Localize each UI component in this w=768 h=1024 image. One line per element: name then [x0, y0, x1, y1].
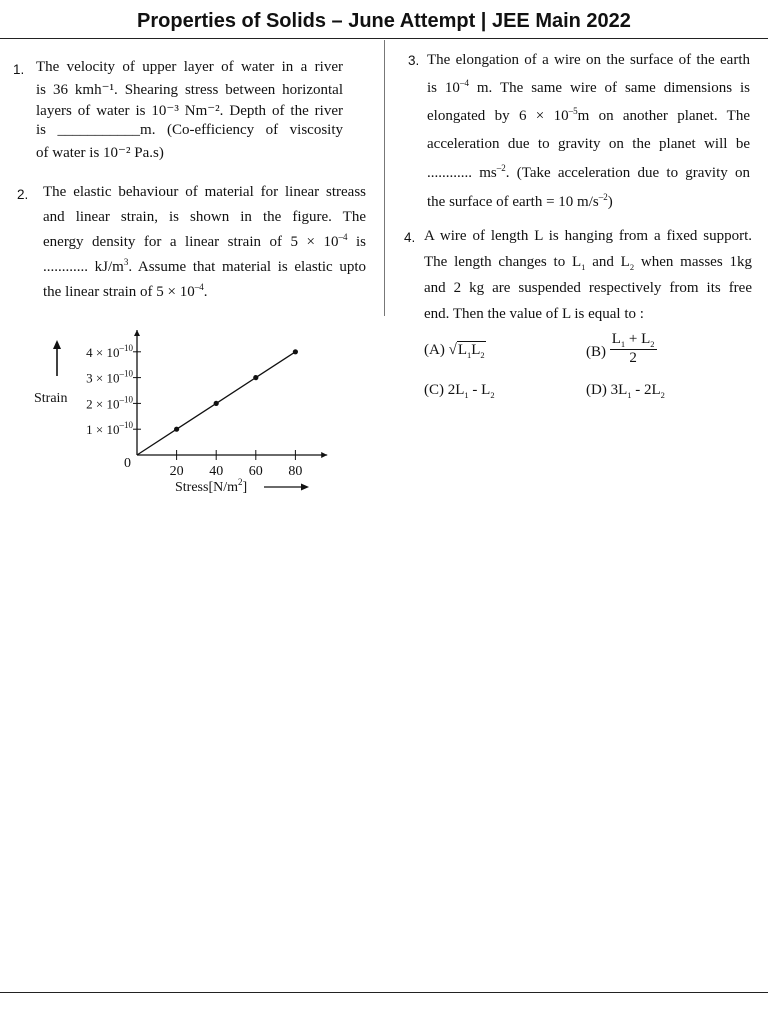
footer-divider [0, 992, 768, 993]
y-axis-label: Strain [34, 391, 68, 406]
question-text-line: end. Then the value of L is equal to : [424, 306, 644, 322]
question-text-line: is $10^{-4}$ m. The same wire of same dimensions is [427, 78, 750, 96]
option-a: (A) $√L_1L_2$ [424, 342, 485, 360]
question-text-line: is 36 kmh⁻¹. Shearing stress between horizontal [36, 82, 343, 98]
question-text-line: The elastic behaviour of material for linear streass [43, 184, 366, 200]
question-text-line: layers of water is 10⁻³ Nm⁻². Depth of the river [36, 103, 343, 119]
y-tick-label: $1 \times 10^{-10}$ [86, 420, 133, 438]
question-text-line: is ___________m. (Co-efficiency of viscosity [36, 122, 343, 138]
question-text-line: ............ $kJ/m^3$. Assume that material is elastic upto [43, 257, 366, 275]
question-text-line: elongated by $6 \times 10^{-5}m$ on another planet. The [427, 106, 750, 124]
data-point [253, 375, 258, 380]
page-title: Properties of Solids – June Attempt | JEE Main 2022 [137, 10, 631, 32]
y-label-arrowhead [53, 340, 61, 349]
y-tick-label: $4 \times 10^{-10}$ [86, 342, 133, 360]
question-text-line: A wire of length L is hanging from a fixed support. [424, 228, 752, 244]
x-tick-label: 80 [288, 464, 303, 479]
question-number: 2. [17, 187, 29, 202]
question-text-line: The velocity of upper layer of water in a river [36, 59, 343, 75]
y-axis-arrowhead [134, 330, 140, 336]
y-tick-label: $2 \times 10^{-10}$ [86, 394, 133, 412]
chart-labels [34, 340, 309, 495]
question-number: 4. [404, 230, 416, 245]
question-text-line: of water is 10⁻² Pa.s) [36, 145, 164, 161]
question-text-line: energy density for a linear strain of $5 \times 10^{-4}$ is [43, 232, 366, 250]
option-d: (D) $3L_1 - 2L_2$ [586, 382, 665, 400]
x-tick-label: 20 [169, 464, 184, 479]
question-text-line: ............ $ms^{-2}$. (Take acceleration due to gravity on [427, 163, 750, 181]
origin-label: 0 [124, 456, 131, 471]
question-text-line: acceleration due to gravity on the planet will be [427, 136, 750, 152]
question-text-line: The length changes to $L_1$ and $L_2$ when masses 1kg [424, 254, 752, 272]
x-tick-label: 40 [209, 464, 224, 479]
option-b: (B) $\frac{L_1 + L_2}{2}$ [586, 331, 655, 366]
x-axis-arrowhead [321, 452, 327, 458]
question-text-line: the surface of earth = 10 $m/s^{-2}$) [427, 192, 613, 210]
question-text-line: The elongation of a wire on the surface of the earth [427, 52, 750, 68]
x-axis-label: $Stress[N/m^2]$ [175, 477, 248, 495]
question-text-line: and 2 kg are suspended respectively from its free [424, 280, 752, 296]
chart-series [137, 349, 298, 455]
x-tick-label: 60 [248, 464, 263, 479]
fraction: $\frac{L_1 + L_2}{2}$ [611, 331, 655, 366]
data-point [293, 349, 298, 354]
option-c: (C) $2L_1 - L_2$ [424, 382, 495, 400]
column-divider [384, 40, 385, 316]
data-point [174, 427, 179, 432]
header-divider [0, 38, 768, 39]
question-text-line: and linear strain, is shown in the figure. The [43, 209, 366, 225]
question-number: 1. [13, 62, 25, 77]
stress-strain-chart [0, 320, 384, 500]
question-text-line: the linear strain of $5 \times 10^{-4}$. [43, 282, 208, 300]
x-label-arrowhead [301, 484, 309, 491]
question-number: 3. [408, 53, 420, 68]
data-point [214, 401, 219, 406]
y-tick-label: $3 \times 10^{-10}$ [86, 368, 133, 386]
